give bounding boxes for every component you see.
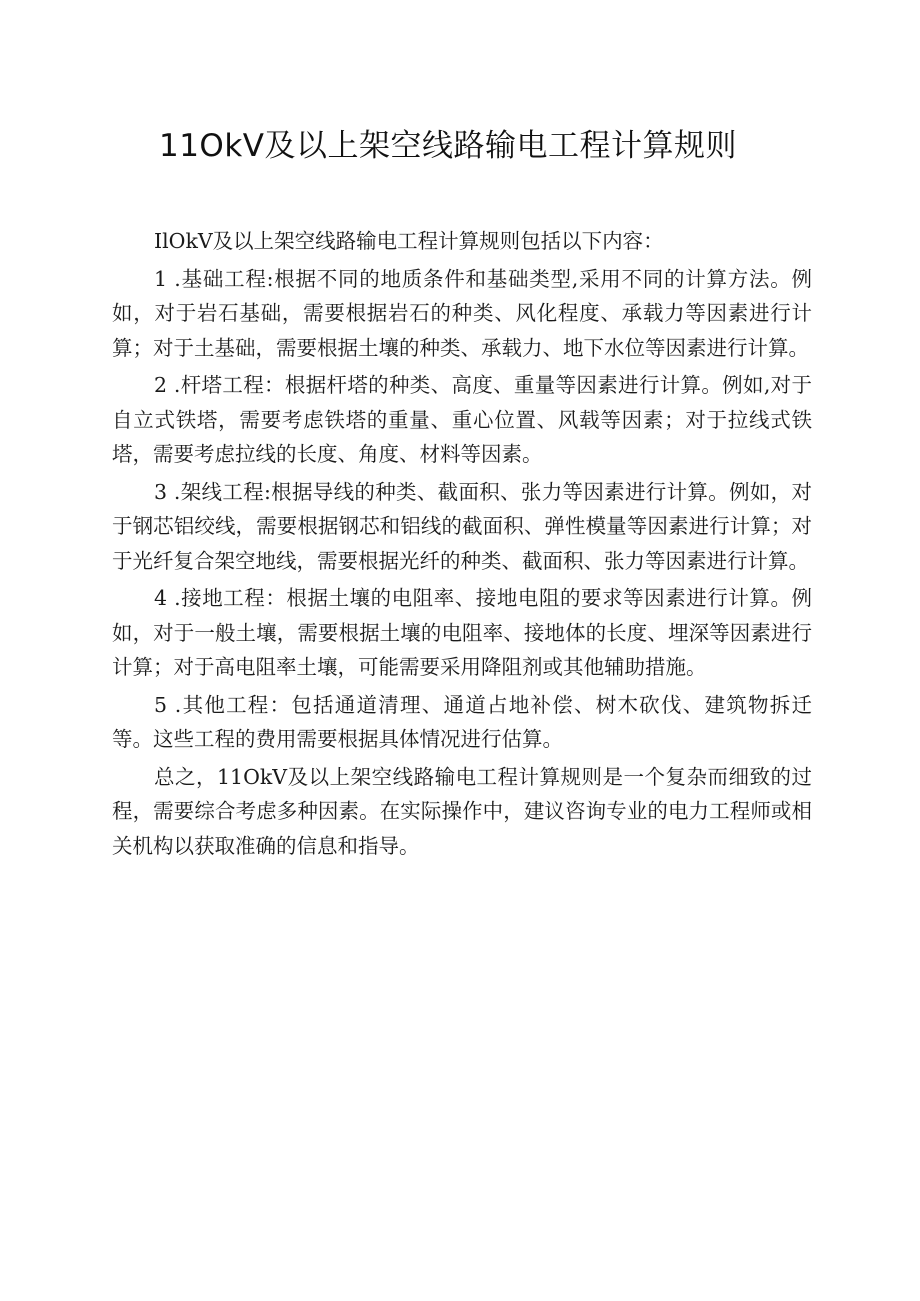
other-works-paragraph: 5 .其他工程：包括通道清理、通道占地补偿、树木砍伐、建筑物拆迁等。这些工程的费用需要根据具体情况进行估算。: [112, 692, 812, 751]
document-title: 11OkV及以上架空线路输电工程计算规则: [158, 128, 737, 164]
foundation-paragraph: 1 .基础工程:根据不同的地质条件和基础类型,采用不同的计算方法。例如，对于岩石基础，需要根据岩石的种类、风化程度、承载力等因素进行计算；对于土基础，需要根据土壤的种类、承载力、地下水位等因素进行计算。: [112, 266, 812, 360]
stringing-paragraph: 3 .架线工程:根据导线的种类、截面积、张力等因素进行计算。例如，对于钢芯铝绞线，需要根据钢芯和铝线的截面积、弹性模量等因素进行计算；对于光纤复合架空地线，需要根据光纤的种类、截面积、张力等因素进行计算。: [112, 479, 812, 573]
tower-paragraph: 2 .杆塔工程：根据杆塔的种类、高度、重量等因素进行计算。例如,对于自立式铁塔，需要考虑铁塔的重量、重心位置、风载等因素；对于拉线式铁塔，需要考虑拉线的长度、角度、材料等因素。: [112, 373, 812, 466]
document-body: [112, 224, 812, 863]
grounding-paragraph: 4 .接地工程：根据土壤的电阻率、接地电阻的要求等因素进行计算。例如，对于一般土壤，需要根据土壤的电阻率、接地体的长度、埋深等因素进行计算；对于高电阻率土壤，可能需要采用降阻剂或其他辅助措施。: [112, 586, 812, 679]
summary-paragraph: 总之，11OkV及以上架空线路输电工程计算规则是一个复杂而细致的过程，需要综合考虑多种因素。在实际操作中，建议咨询专业的电力工程师或相关机构以获取准确的信息和指导。: [112, 764, 812, 858]
intro-paragraph: IlOkV及以上架空线路输电工程计算规则包括以下内容：: [154, 229, 664, 253]
